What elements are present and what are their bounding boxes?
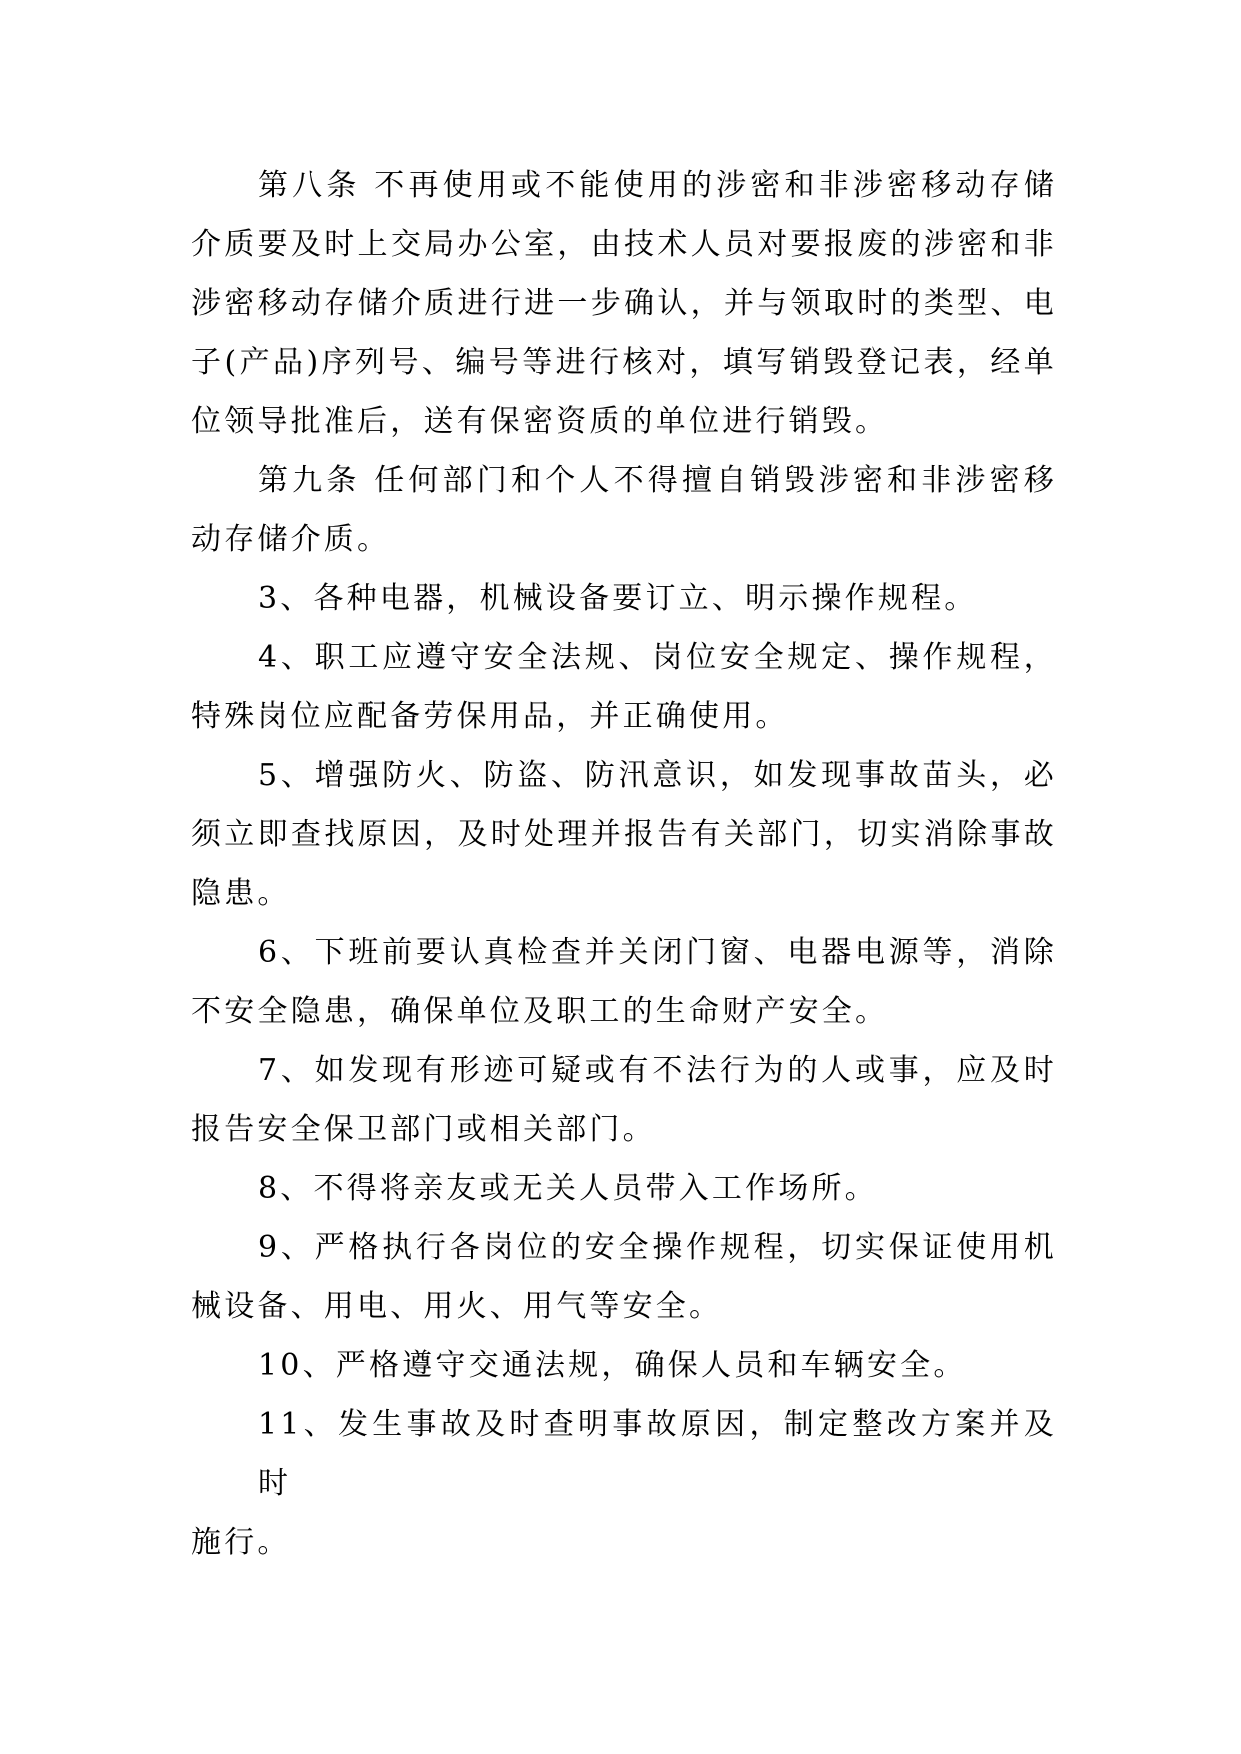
paragraph-line: 第八条 不再使用或不能使用的涉密和非涉密移动存储 xyxy=(258,168,1057,203)
paragraph-line: 位领导批准后，送有保密资质的单位进行销毁。 xyxy=(191,404,889,439)
item-11-paragraph xyxy=(191,1395,1057,1572)
item-4-paragraph xyxy=(191,628,1057,746)
paragraph-line: 施行。 xyxy=(191,1525,291,1560)
item-3-paragraph xyxy=(191,569,1057,628)
paragraph-line: 动存储介质。 xyxy=(191,522,391,557)
item-7-paragraph xyxy=(191,1041,1057,1159)
paragraph-line: 子(产品)序列号、编号等进行核对，填写销毁登记表，经单 xyxy=(191,345,1057,380)
paragraph-line: 须立即查找原因，及时处理并报告有关部门，切实消除事故 xyxy=(191,817,1057,852)
item-6-paragraph xyxy=(191,923,1057,1041)
paragraph-line: 6、下班前要认真检查并关闭门窗、电器电源等，消除 xyxy=(258,935,1057,970)
paragraph-line: 9、严格执行各岗位的安全操作规程，切实保证使用机 xyxy=(258,1230,1057,1265)
paragraph-line: 不安全隐患，确保单位及职工的生命财产安全。 xyxy=(191,994,889,1029)
item-8-paragraph xyxy=(191,1159,1057,1218)
article-9-paragraph xyxy=(191,451,1057,569)
paragraph-line: 械设备、用电、用火、用气等安全。 xyxy=(191,1289,723,1324)
document-page xyxy=(191,156,1057,1572)
paragraph-line: 10、严格遵守交通法规，确保人员和车辆安全。 xyxy=(258,1348,967,1383)
paragraph-line: 第九条 任何部门和个人不得擅自销毁涉密和非涉密移 xyxy=(258,463,1057,498)
paragraph-line: 隐患。 xyxy=(191,876,291,911)
paragraph-line: 报告安全保卫部门或相关部门。 xyxy=(191,1112,656,1147)
paragraph-line: 11、发生事故及时查明事故原因，制定整改方案并及时 xyxy=(258,1407,1057,1501)
paragraph-line: 3、各种电器，机械设备要订立、明示操作规程。 xyxy=(258,581,978,616)
item-9-paragraph xyxy=(191,1218,1057,1336)
paragraph-line: 4、职工应遵守安全法规、岗位安全规定、操作规程， xyxy=(258,640,1057,675)
paragraph-line: 8、不得将亲友或无关人员带入工作场所。 xyxy=(258,1171,878,1206)
paragraph-line: 5、增强防火、防盗、防汛意识，如发现事故苗头，必 xyxy=(258,758,1057,793)
item-10-paragraph xyxy=(191,1336,1057,1395)
paragraph-line: 涉密移动存储介质进行进一步确认，并与领取时的类型、电 xyxy=(191,286,1057,321)
item-5-paragraph xyxy=(191,746,1057,923)
article-8-paragraph xyxy=(191,156,1057,451)
paragraph-line: 7、如发现有形迹可疑或有不法行为的人或事，应及时 xyxy=(258,1053,1057,1088)
paragraph-line: 介质要及时上交局办公室，由技术人员对要报废的涉密和非 xyxy=(191,227,1057,262)
paragraph-line: 特殊岗位应配备劳保用品，并正确使用。 xyxy=(191,699,789,734)
